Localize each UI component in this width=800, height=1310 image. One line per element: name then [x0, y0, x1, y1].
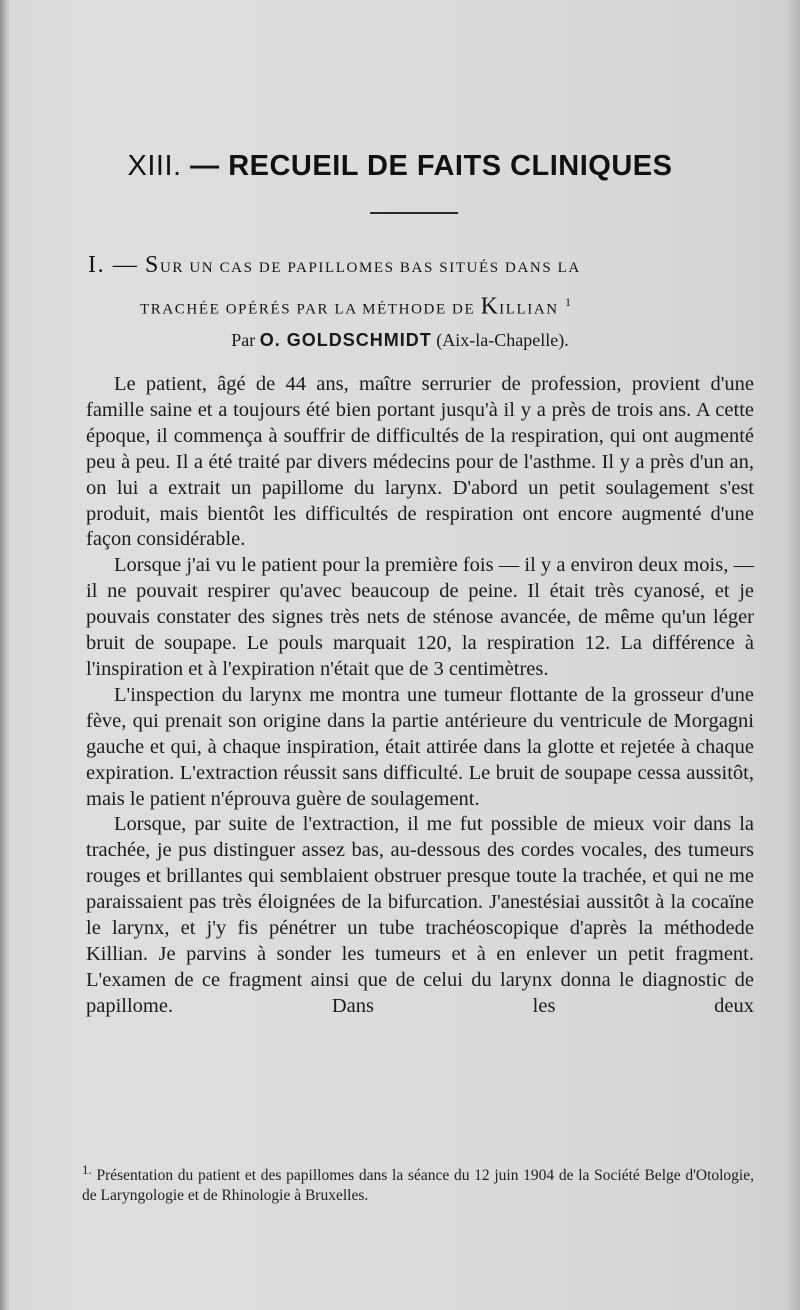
footnote-number: 1.: [82, 1162, 92, 1177]
article-title-initial: S: [145, 252, 160, 278]
chapter-number: XIII.: [127, 150, 182, 182]
article-title-line-1: [88, 248, 752, 285]
article-title-name-initial: K: [480, 293, 500, 320]
chapter-dash: —: [190, 150, 220, 182]
paragraph: Lorsque j'ai vu le patient pour la première fois — il y a environ deux mois, — il ne pouvait respirer qu'avec beaucoup de peine. Il était très cyanosé, et je pouvais constater des signes très nets de sténose avancée, de même qu'un léger bruit de soupape. Le pouls marquait 120, la respiration 12. La différence à l'inspiration et à l'expiration n'était que de 3 centimètres.: [86, 554, 754, 680]
paragraph: Lorsque, par suite de l'extraction, il me fut possible de mieux voir dans la trachée, je pus distinguer assez bas, au-dessous des cordes vocales, des tumeurs rouges et brillantes qui semblaient obstruer presque toute la trachée, et qui ne me paraissaient pas très éloignées de la bifurcation. J'anestésiai aussitôt à la cocaïne le larynx, et j'y fis pénétrer un tube trachéoscopique d'après la méthodede Killian. Je parvins à sonder les tumeurs et à en enlever un petit fragment. L'examen de ce fragment ainsi que de celui du larynx donna le diagnostic de papillome. Dans les deux: [86, 813, 754, 1017]
heading-rule: [370, 212, 458, 214]
article-title-line-2-text: TRACHÉE OPÉRÉS PAR LA MÉTHODE DE: [140, 301, 481, 318]
article-title-line-2: [88, 285, 752, 327]
chapter-heading: [0, 150, 800, 183]
page-gutter-shadow: [0, 0, 10, 1310]
article-number: I. —: [88, 252, 139, 278]
byline: [0, 330, 800, 351]
footnote-reference: 1: [564, 295, 573, 309]
article-title-name-rest: ILLIAN: [499, 301, 559, 318]
body-text: [86, 372, 754, 1020]
author-affiliation: (Aix-la-Chapelle).: [436, 330, 569, 350]
byline-prefix: Par: [231, 330, 256, 350]
author-name: O. GOLDSCHMIDT: [259, 330, 432, 350]
article-title: [88, 248, 752, 327]
paragraph: Le patient, âgé de 44 ans, maître serrurier de profession, provient d'une famille saine et a toujours été bien portant jusqu'à il y a près de trois ans. A cette époque, il commença à souffrir de difficultés de la respiration, qui ont augmenté peu à peu. Il a été traité par divers médecins pour de l'asthme. Il y a près d'un an, on lui a extrait un papillome du larynx. D'abord un petit soulagement s'est produit, mais bientôt les difficultés de respiration ont encore augmenté d'une façon considérable.: [86, 373, 754, 551]
paragraph: L'inspection du larynx me montra une tumeur flottante de la grosseur d'une fève, qui prenait son origine dans la partie antérieure du ventricule de Morgagni gauche et qui, à chaque inspiration, était attirée dans la glotte et rejetée à chaque expiration. L'extraction réussit sans difficulté. Le bruit de soupape cessa aussitôt, mais le patient n'éprouva guère de soulagement.: [86, 683, 754, 810]
page-edge-shadow: [786, 0, 800, 1310]
chapter-title: RECUEIL DE FAITS CLINIQUES: [228, 150, 673, 182]
article-title-line-1-text: UR UN CAS DE PAPILLOMES BAS SITUÉS DANS LA: [159, 260, 581, 276]
footnote-text: Présentation du patient et des papillomes dans la séance du 12 juin 1904 de la Société Belge d'Otologie, de Laryngologie et de Rhinologie à Bruxelles.: [82, 1167, 754, 1204]
footnote: [82, 1160, 754, 1205]
